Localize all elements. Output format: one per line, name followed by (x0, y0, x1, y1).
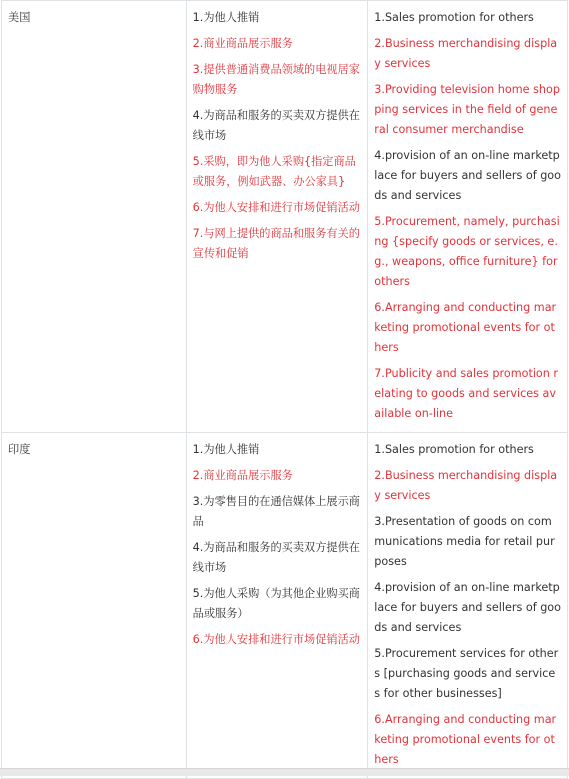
service-item-en: 2.Business merchandising display services (374, 37, 558, 70)
country-name: 印度 (8, 443, 31, 456)
service-item-en: 3.Presentation of goods on communications media for retail purposes (374, 515, 555, 568)
chinese-services-cell (186, 433, 368, 779)
english-services-cell (368, 1, 568, 433)
country-cell (2, 433, 187, 779)
service-item-en: 4.provision of an on-line marketplace for buyers and sellers of goods and services (374, 149, 561, 202)
service-item-en: 4.provision of an on-line marketplace for buyers and sellers of goods and services (374, 581, 561, 634)
table-body (2, 1, 568, 779)
table-row (2, 433, 568, 779)
service-item-zh: 5.采购，即为他人采购{指定商品或服务，例如武器、办公家具} (192, 155, 356, 188)
service-item-en: 5.Procurement, namely, purchasing {specify goods or services, e.g., weapons, office furniture} for others (374, 215, 560, 288)
service-item-zh: 4.为商品和服务的买卖双方提供在线市场 (192, 541, 360, 574)
service-item-zh: 6.为他人安排和进行市场促销活动 (192, 633, 360, 646)
service-item-en: 5.Procurement services for others [purchasing goods and services for other businesses] (374, 647, 559, 700)
service-item-en: 1.Sales promotion for others (374, 11, 534, 24)
service-item-zh: 2.商业商品展示服务 (192, 37, 293, 50)
country-name: 美国 (8, 11, 31, 24)
table-row (2, 1, 568, 433)
service-item-zh: 3.提供普通消费品领域的电视居家购物服务 (192, 63, 360, 96)
chinese-services-cell (186, 1, 368, 433)
country-cell (2, 1, 187, 433)
service-item-zh: 7.与网上提供的商品和服务有关的宣传和促销 (192, 227, 360, 260)
service-item-zh: 3.为零售目的在通信媒体上展示商品 (192, 495, 360, 528)
service-item-zh: 4.为商品和服务的买卖双方提供在线市场 (192, 109, 360, 142)
service-item-en: 6.Arranging and conducting marketing promotional events for others (374, 301, 557, 354)
service-item-en: 1.Sales promotion for others (374, 443, 534, 456)
service-item-zh: 1.为他人推销 (192, 11, 260, 24)
service-item-en: 6.Arranging and conducting marketing promotional events for others (374, 713, 557, 766)
service-item-zh: 5.为他人采购（为其他企业购买商品或服务） (192, 587, 360, 620)
service-item-en: 7.Publicity and sales promotion relating to goods and services available on-line (374, 367, 559, 420)
service-item-zh: 6.为他人安排和进行市场促销活动 (192, 201, 360, 214)
comparison-table (1, 0, 568, 779)
english-services-cell (368, 433, 568, 779)
service-item-en: 2.Business merchandising display services (374, 469, 558, 502)
service-item-zh: 2.商业商品展示服务 (192, 469, 293, 482)
service-item-zh: 1.为他人推销 (192, 443, 260, 456)
service-item-en: 3.Providing television home shopping services in the field of general consumer merchandise (374, 83, 560, 136)
